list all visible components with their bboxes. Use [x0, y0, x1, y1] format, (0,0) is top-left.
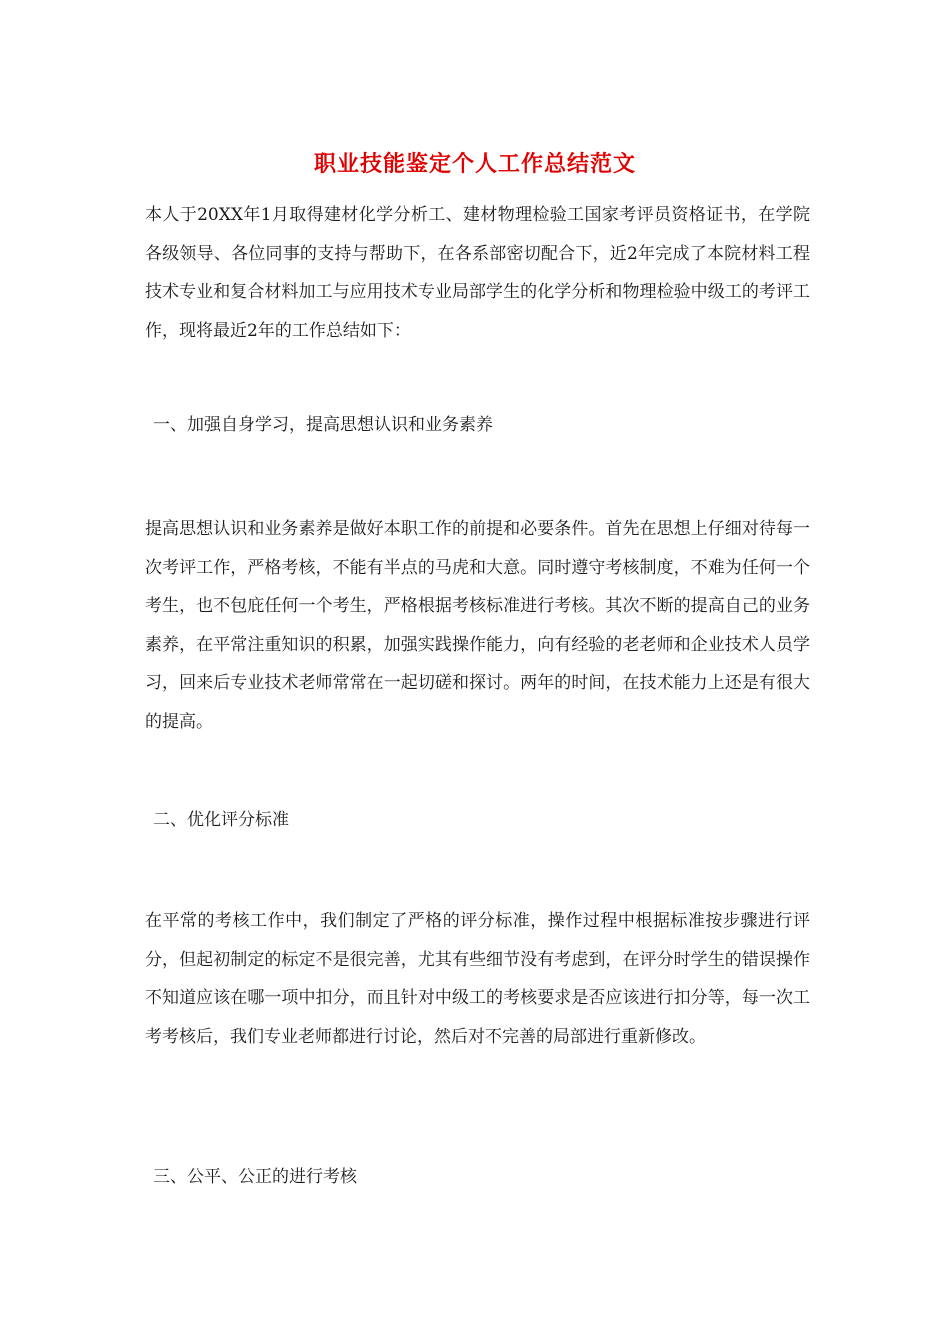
intro-paragraph: 本人于20XX年1月取得建材化学分析工、建材物理检验工国家考评员资格证书，在学院各级领导、各位同事的支持与帮助下，在各系部密切配合下，近2年完成了本院材料工程技术专业和复合材料加工与应用技术专业局部学生的化学分析和物理检验中级工的考评工作，现将最近2年的工作总结如下：	[145, 205, 810, 341]
section-2-body: 在平常的考核工作中，我们制定了严格的评分标准，操作过程中根据标准按步骤进行评分，但起初制定的标定不是很完善，尤其有些细节没有考虑到，在评分时学生的错误操作不知道应该在哪一项中扣分，而且针对中级工的考核要求是否应该进行扣分等，每一次工考考核后，我们专业老师都进行讨论，然后对不完善的局部进行重新修改。	[145, 911, 810, 1047]
section-2-heading: 二、优化评分标准	[153, 810, 289, 830]
section-1-body: 提高思想认识和业务素养是做好本职工作的前提和必要条件。首先在思想上仔细对待每一次考评工作，严格考核，不能有半点的马虎和大意。同时遵守考核制度，不难为任何一个考生，也不包庇任何一个考生，严格根据考核标准进行考核。其次不断的提高自己的业务素养，在平常注重知识的积累，加强实践操作能力，向有经验的老老师和企业技术人员学习，回来后专业技术老师常常在一起切磋和探讨。两年的时间，在技术能力上还是有很大的提高。	[145, 519, 810, 732]
section-3-heading: 三、公平、公正的进行考核	[153, 1167, 357, 1187]
document-title: 职业技能鉴定个人工作总结范文	[313, 151, 636, 177]
section-1-heading: 一、加强自身学习，提高思想认识和业务素养	[153, 415, 493, 435]
